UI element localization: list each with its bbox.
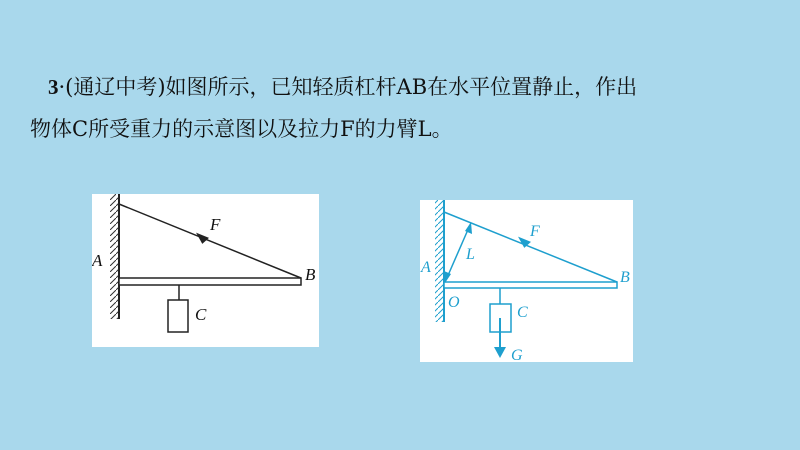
object-c <box>168 300 188 332</box>
label-c: C <box>195 305 207 324</box>
question-number: 3 <box>48 75 59 99</box>
label-g: G <box>511 347 523 362</box>
question-line-2: 物体C所受重力的示意图以及拉力F的力臂L。 <box>30 117 453 141</box>
figure-answer-svg <box>420 200 633 362</box>
question-line-1 <box>30 66 770 108</box>
question-line-1-text: ·(通辽中考)如图所示，已知轻质杠杆AB在水平位置静止，作出 <box>58 75 638 99</box>
label-b: B <box>305 265 316 284</box>
label-f: F <box>210 215 221 234</box>
label-f: F <box>530 223 540 240</box>
figure-original-svg <box>92 194 319 347</box>
label-b: B <box>620 269 630 286</box>
gravity-g-arrowhead <box>494 347 506 358</box>
lever-ab <box>444 282 617 288</box>
question-text <box>30 66 770 150</box>
force-f-arrowhead <box>515 237 531 250</box>
figure-original <box>92 194 319 347</box>
wall <box>110 194 119 319</box>
label-o: O <box>448 294 460 311</box>
label-l: L <box>466 246 475 263</box>
label-a: A <box>421 259 431 276</box>
wall <box>435 200 444 322</box>
figure-answer <box>420 200 633 362</box>
label-c: C <box>517 304 528 321</box>
label-a: A <box>92 251 103 270</box>
lever-ab <box>119 278 301 285</box>
